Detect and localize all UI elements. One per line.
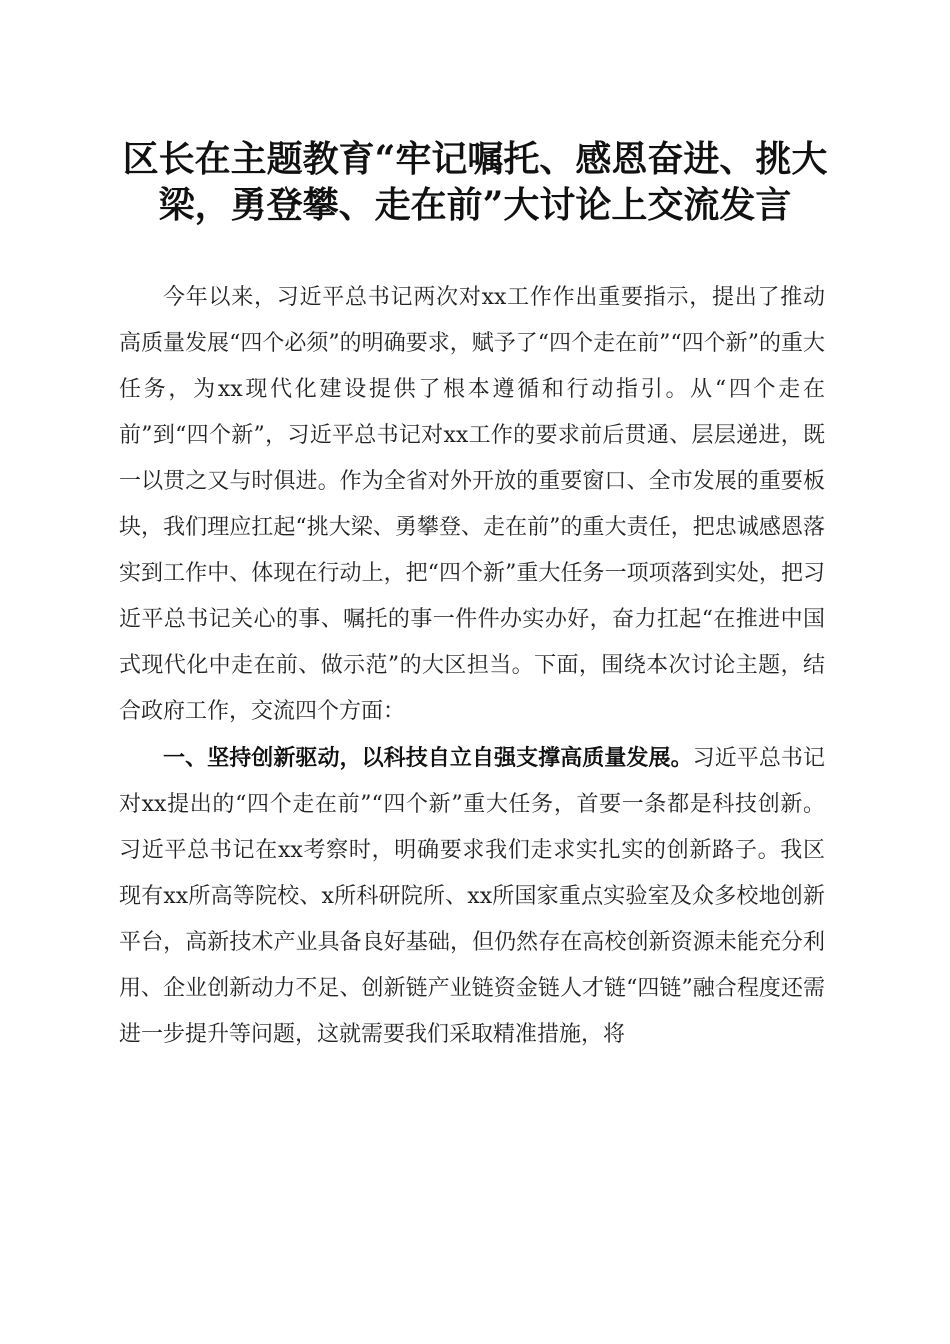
document-body <box>119 275 825 1058</box>
paragraph-section-one <box>119 735 825 1058</box>
paragraph-intro <box>119 275 825 735</box>
section-heading: 一、坚持创新驱动，以科技自立自强支撑高质量发展。 <box>163 745 693 771</box>
document-title: 区长在主题教育“牢记嘱托、感恩奋进、挑大梁，勇登攀、走在前”大讨论上交流发言 <box>122 138 828 226</box>
paragraph-text: 习近平总书记对xx提出的“四个走在前”“四个新”重大任务，首要一条都是科技创新。习近平总书记在xx考察时，明确要求我们走求实扎实的创新路子。我区现有xx所高等院校、x所科研院所、xx所国家重点实验室及众多校地创新平台，高新技术产业具备良好基础，但仍然存在高校创新资源未能充分利用、企业创新动力不足、创新链产业链资金链人才链“四链”融合程度还需进一步提升等问题，这就需要我们采取精准措施，将 <box>119 746 825 1047</box>
paragraph-text: 今年以来，习近平总书记两次对xx工作作出重要指示，提出了推动高质量发展“四个必须”的明确要求，赋予了“四个走在前”“四个新”的重大任务，为xx现代化建设提供了根本遵循和行动指引。从“四个走在前”到“四个新”，习近平总书记对xx工作的要求前后贯通、层层递进，既一以贯之又与时俱进。作为全省对外开放的重要窗口、全市发展的重要板块，我们理应扛起“挑大梁、勇攀登、走在前”的重大责任，把忠诚感恩落实到工作中、体现在行动上，把“四个新”重大任务一项项落到实处，把习近平总书记关心的事、嘱托的事一件件办实办好，奋力扛起“在推进中国式现代化中走在前、做示范”的大区担当。下面，围绕本次讨论主题，结合政府工作，交流四个方面： <box>119 285 825 724</box>
